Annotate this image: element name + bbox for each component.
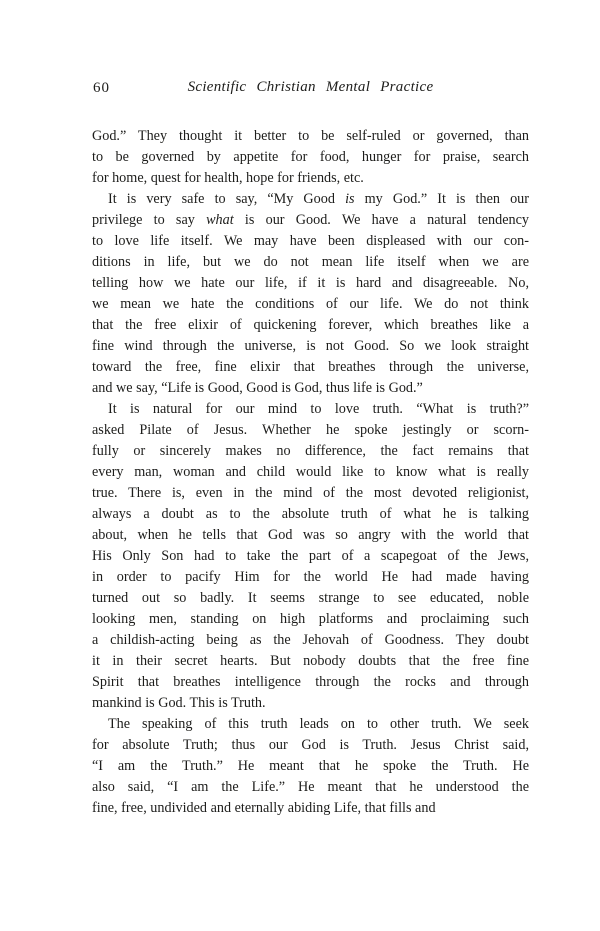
text-run: we mean we hate the conditions of our life. We do not think bbox=[92, 296, 529, 312]
text-line bbox=[92, 126, 529, 147]
text-line bbox=[92, 588, 529, 609]
italic-text-run: is bbox=[345, 191, 355, 207]
text-run: that the free elixir of quickening forever, which breathes like a bbox=[92, 317, 529, 333]
page-body bbox=[92, 126, 529, 819]
text-run: The speaking of this truth leads on to other truth. We seek bbox=[108, 716, 529, 732]
text-line bbox=[92, 630, 529, 651]
text-run: also said, “I am the Life.” He meant that he understood the bbox=[92, 779, 529, 795]
text-line bbox=[92, 714, 529, 735]
text-run: looking men, standing on high platforms and proclaiming such bbox=[92, 611, 529, 627]
text-line bbox=[92, 693, 529, 714]
text-run: It is very safe to say, “My Good bbox=[108, 191, 346, 207]
text-run: to be governed by appetite for food, hunger for praise, search bbox=[92, 149, 529, 165]
text-run: true. There is, even in the mind of the most devoted religionist, bbox=[92, 485, 529, 501]
text-line bbox=[92, 609, 529, 630]
text-line bbox=[92, 651, 529, 672]
text-line bbox=[92, 462, 529, 483]
italic-text-run: what bbox=[206, 212, 234, 228]
paragraph bbox=[92, 714, 529, 819]
text-line bbox=[92, 525, 529, 546]
text-run: His Only Son had to take the part of a scapegoat of the Jews, bbox=[92, 548, 529, 564]
paragraph bbox=[92, 399, 529, 714]
text-line bbox=[92, 420, 529, 441]
text-run: in order to pacify Him for the world He had made having bbox=[92, 569, 529, 585]
text-run: It is natural for our mind to love truth. “What is truth?” bbox=[108, 401, 529, 417]
text-line bbox=[92, 315, 529, 336]
text-line bbox=[92, 189, 529, 210]
text-line bbox=[92, 441, 529, 462]
text-line bbox=[92, 756, 529, 777]
text-run: it in their secret hearts. But nobody doubts that the free fine bbox=[92, 653, 529, 669]
text-line bbox=[92, 147, 529, 168]
text-line bbox=[92, 336, 529, 357]
text-run: and we say, “Life is Good, Good is God, thus life is God.” bbox=[92, 380, 423, 396]
text-line bbox=[92, 735, 529, 756]
text-line bbox=[92, 567, 529, 588]
text-line bbox=[92, 231, 529, 252]
text-run: asked Pilate of Jesus. Whether he spoke jestingly or scorn- bbox=[92, 422, 529, 438]
text-run: for home, quest for health, hope for friends, etc. bbox=[92, 170, 364, 186]
text-run: telling how we hate our life, if it is hard and disagreeable. No, bbox=[92, 275, 529, 291]
text-run: ditions in life, but we do not mean life itself when we are bbox=[92, 254, 529, 270]
text-run: a childish-acting being as the Jehovah of Goodness. They doubt bbox=[92, 632, 529, 648]
paragraph bbox=[92, 189, 529, 399]
text-run: every man, woman and child would like to know what is really bbox=[92, 464, 529, 480]
text-run: turned out so badly. It seems strange to see educated, noble bbox=[92, 590, 529, 606]
text-line bbox=[92, 273, 529, 294]
paragraph bbox=[92, 126, 529, 189]
text-line bbox=[92, 483, 529, 504]
text-run: fully or sincerely makes no difference, the fact remains that bbox=[92, 443, 529, 459]
text-run: Spirit that breathes intelligence through the rocks and through bbox=[92, 674, 529, 690]
text-run: fine, free, undivided and eternally abiding Life, that fills and bbox=[92, 800, 436, 816]
text-run: is our Good. We have a natural tendency bbox=[233, 212, 529, 228]
page-number: 60 bbox=[93, 80, 110, 96]
text-run: to love life itself. We may have been displeased with our con- bbox=[92, 233, 529, 249]
text-line bbox=[92, 399, 529, 420]
text-run: privilege to say bbox=[92, 212, 207, 228]
text-run: about, when he tells that God was so angry with the world that bbox=[92, 527, 529, 543]
text-run: “I am the Truth.” He meant that he spoke the Truth. He bbox=[92, 758, 529, 774]
text-run: toward the free, fine elixir that breathes through the universe, bbox=[92, 359, 529, 375]
text-line bbox=[92, 168, 529, 189]
text-run: for absolute Truth; thus our God is Truth. Jesus Christ said, bbox=[92, 737, 529, 753]
text-run: God.” They thought it better to be self-ruled or governed, than bbox=[92, 128, 529, 144]
text-line bbox=[92, 210, 529, 231]
text-run: fine wind through the universe, is not Good. So we look straight bbox=[92, 338, 529, 354]
text-run: always a doubt as to the absolute truth of what he is talking bbox=[92, 506, 529, 522]
text-line bbox=[92, 252, 529, 273]
text-line bbox=[92, 504, 529, 525]
text-line bbox=[92, 546, 529, 567]
page-header bbox=[92, 79, 529, 99]
text-line bbox=[92, 378, 529, 399]
text-line bbox=[92, 357, 529, 378]
text-run: my God.” It is then our bbox=[354, 191, 529, 207]
text-line bbox=[92, 777, 529, 798]
running-title: Scientific Christian Mental Practice bbox=[187, 79, 434, 95]
text-line bbox=[92, 672, 529, 693]
text-line bbox=[92, 294, 529, 315]
text-run: mankind is God. This is Truth. bbox=[92, 695, 266, 711]
text-line bbox=[92, 798, 529, 819]
